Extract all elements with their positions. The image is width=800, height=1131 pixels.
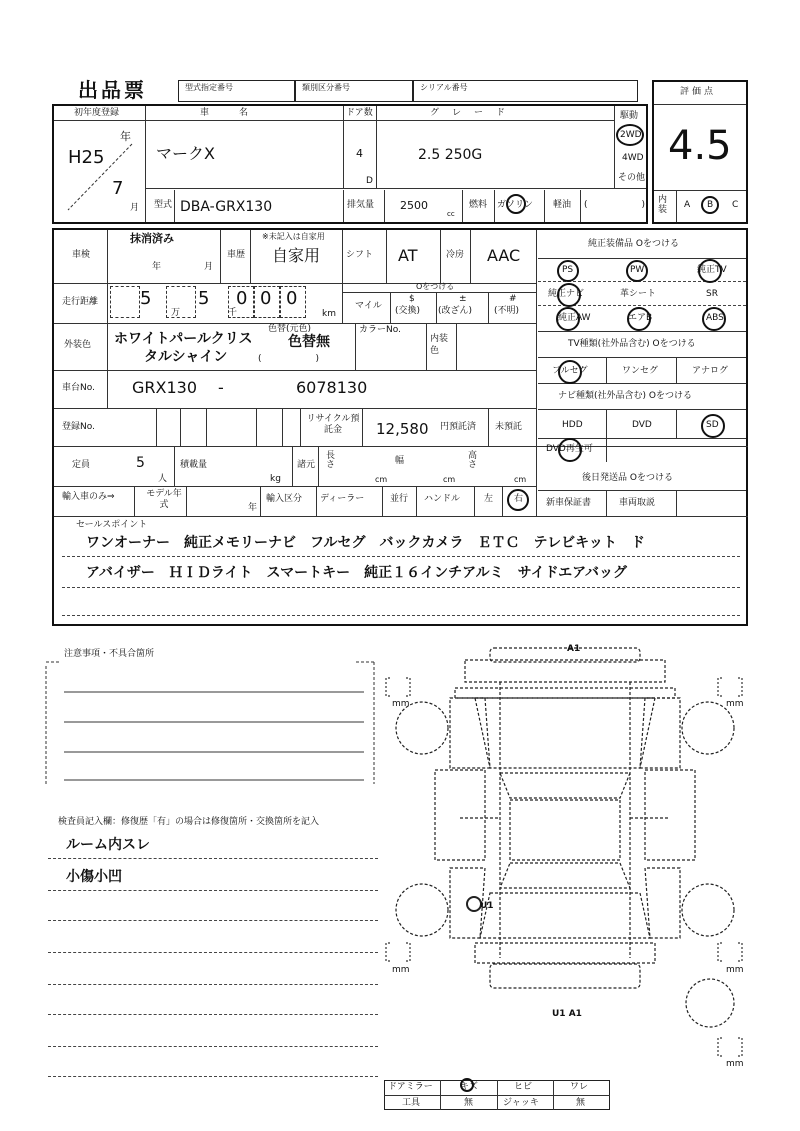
mirror-value-circle [460,1078,474,1092]
diagram-rear-label: U1 A1 [552,1009,582,1019]
genmoto-label: 諸元 [297,460,316,470]
fuel-paren: ( ) [584,200,646,210]
chassis-model[interactable]: GRX130 [132,378,198,397]
recycle-unpaid[interactable]: 未預託 [495,422,523,432]
rating-score[interactable]: 4.5 [668,123,732,169]
handle-right[interactable]: 右 [514,494,524,504]
tv-fullseg[interactable]: フルセグ [552,366,588,376]
navi-hdd[interactable]: HDD [562,420,583,430]
doors-value[interactable]: 4 [356,147,363,160]
car-name[interactable]: マークX [156,144,215,163]
import-category-label: 輸入区分 [266,494,303,504]
equipment-title: 純正装備品 Oをつける [588,239,679,249]
drive-2wd[interactable]: 2WD [620,130,642,140]
height-cm: cm [514,475,527,484]
capacity-value[interactable]: 5 [136,455,145,471]
mm-rear-left: mm [392,965,410,975]
recycle-paid[interactable]: 円預託済 [440,422,477,432]
mileage-hash: # [509,294,517,304]
rating-label: 評価点 [680,87,717,97]
shift-value[interactable]: AT [398,246,418,265]
navi-dvd[interactable]: DVD [632,420,652,430]
shaken-label: 車検 [72,250,91,260]
mileage-digit-2[interactable]: 5 [198,288,210,309]
import-parallel[interactable]: 並行 [390,494,409,504]
length-cm: cm [375,475,388,484]
equip-leather[interactable]: 革シート [620,289,657,299]
inspector-line-2[interactable]: 小傷小凹 [66,869,122,885]
diagram-front-label: A1 [567,644,581,654]
mm-front-right: mm [726,699,744,709]
navi-dvd-play[interactable]: DVD再生可 [546,444,593,454]
tv-analog[interactable]: アナログ [692,366,729,376]
equip-navi-circle [557,283,581,307]
chassis-label: 車台No. [62,383,95,393]
equip-tv[interactable]: 純正TV [697,265,727,275]
mileage-unknown[interactable]: (不明) [494,306,520,316]
sales-line-1[interactable]: ワンオーナー 純正メモリーナビ フルセグ バックカメラ ＥＴＣ テレビキット ド [86,535,645,551]
capacity-unit: 人 [158,474,168,484]
shaken-year-unit: 年 [152,262,162,272]
mm-spare: mm [726,1059,744,1069]
grade-label: グ レ ー ド [430,108,508,118]
color-change-label: 色替(元色) [268,324,312,334]
sales-label: セールスポイント [76,520,148,530]
mileage-x: ± [459,294,467,304]
equip-ps[interactable]: PS [562,265,574,275]
inspector-label: 検査員記入欄：修復歴「有」の場合は修復箇所・交換箇所を記入 [58,817,320,827]
history-value[interactable]: 自家用 [272,246,321,265]
jack-label: ジャッキ [503,1098,539,1108]
handle-label: ハンドル [424,494,461,504]
km-unit: km [322,309,336,319]
model-no-box[interactable] [178,80,295,102]
delivery-title: 後日発送品 Oをつける [582,473,673,483]
color-change-value[interactable]: 色替無 [288,334,330,350]
capacity-label: 定員 [72,460,91,470]
grade-value[interactable]: 2.5 250G [418,147,483,163]
width-cm: cm [443,475,456,484]
notes-label: 注意事項・不具合箇所 [64,649,155,659]
import-dealer[interactable]: ディーラー [320,494,365,504]
width-label: 幅 [395,456,405,466]
cc-unit: cc [447,210,455,218]
shaken-value[interactable]: 抹消済み [130,232,174,245]
history-note: ※未記入は自家用 [262,232,325,241]
year-unit: 年 [120,130,131,143]
category-no-label: 類別区分番号 [302,83,350,92]
first-reg-era: H25 [68,147,105,168]
mm-front-left: mm [392,699,410,709]
grade-a[interactable]: A [684,200,691,210]
mileage-mile[interactable]: マイル [355,301,382,311]
chip-label[interactable]: ヒビ [514,1082,533,1092]
fuel-label: 燃料 [469,200,488,210]
door-mirror-label: ドアミラー [388,1082,433,1092]
doors-label: ドア数 [346,108,373,118]
model-type-label: 型式 [154,200,173,210]
tv-fullseg-circle [558,360,582,384]
interior-label: 内装 [658,195,668,215]
recycle-value[interactable]: 12,580 [376,420,429,438]
tools-value[interactable]: 無 [464,1098,474,1108]
color-change-paren: ( ) [258,354,320,364]
equip-pw[interactable]: PW [630,265,645,275]
jack-value[interactable]: 無 [576,1098,586,1108]
navi-sd[interactable]: SD [706,420,719,430]
serial-no-box[interactable] [413,80,638,102]
category-no-box[interactable] [295,80,413,102]
mileage-digit-3[interactable]: 0 [236,288,248,309]
mileage-man-unit: 万 [171,308,181,318]
tv-title: TV種類(社外品含む) Oをつける [568,339,696,349]
import-label: 輸入車のみ⇒ [62,492,115,502]
first-reg-label: 初年度登録 [74,108,120,118]
mileage-sen-unit: 千 [228,308,238,318]
mm-rear-right: mm [726,965,744,975]
load-label: 積載量 [180,460,208,470]
inspector-line-1[interactable]: ルーム内スレ [66,837,150,853]
equip-ps-circle [557,260,579,282]
model-no-label: 型式指定番号 [185,83,233,92]
drive-other[interactable]: その他 [618,173,646,183]
equip-aw[interactable]: 純正AW [558,313,591,323]
serial-no-label: シリアル番号 [420,83,468,92]
mileage-digit-5[interactable]: 0 [286,288,298,309]
sheet-title: 出品票 [78,78,147,102]
grade-b-circle [701,196,719,214]
equip-sr[interactable]: SR [706,289,718,299]
mileage-dollar: $ [409,294,415,304]
displacement-value[interactable]: 2500 [400,199,428,212]
recycle-label: リサイクル預託金 [306,414,360,435]
height-label: 高さ [468,451,478,470]
chassis-number[interactable]: 6078130 [296,378,368,397]
ac-label: 冷房 [446,250,465,260]
navi-sd-circle [701,414,725,438]
equip-airbag-circle [627,307,651,331]
mileage-altered[interactable]: (改ざん) [438,306,473,316]
equip-navi[interactable]: 純正ナビ [548,289,585,299]
crack-label[interactable]: ワレ [570,1082,589,1092]
diagram-side-label: U1 [480,901,494,911]
color-value-2[interactable]: タルシャイン [144,349,228,365]
tv-oneseg[interactable]: ワンセグ [622,366,659,376]
shift-label: シフト [346,250,374,260]
mileage-digit-4[interactable]: 0 [260,288,272,309]
handle-right-circle [507,489,529,511]
history-label: 車歴 [227,250,246,260]
equip-tv-circle [698,259,722,283]
mileage-circle-note: Oをつける [416,282,455,291]
color-label: 外装色 [64,340,92,350]
equip-aw-circle [556,307,580,331]
mileage-digit-1[interactable]: 5 [140,288,152,309]
fuel-gasoline-circle [506,194,526,214]
handle-left[interactable]: 左 [484,494,494,504]
drive-label: 駆動 [620,111,639,121]
equip-abs[interactable]: ABS [706,313,724,323]
notes-box[interactable] [44,656,384,788]
first-reg-month: 7 [112,178,124,199]
model-year-unit: 年 [248,503,258,513]
grade-b[interactable]: B [707,200,714,210]
equip-airbag[interactable]: エアB [628,313,653,323]
chassis-dash: - [218,378,224,397]
month-unit: 月 [130,203,140,213]
model-year-label: モデル年式 [146,489,182,510]
equip-pw-circle [626,260,648,282]
model-type-value[interactable]: DBA-GRX130 [180,199,273,215]
sales-line-2[interactable]: アバイザー ＨＩＤライト スマートキー 純正１６インチアルミ サイドエアバッグ [86,565,627,581]
registration-label: 登録No. [62,422,95,432]
length-label: 長さ [326,451,336,470]
color-no-label: カラーNo. [359,325,401,335]
delivery-warranty[interactable]: 新車保証書 [546,498,592,508]
equip-abs-circle [702,307,726,331]
delivery-manual[interactable]: 車両取説 [619,498,656,508]
displacement-label: 排気量 [347,200,375,210]
mileage-label: 走行距離 [62,297,99,307]
fuel-gasoline[interactable]: ガソリン [497,200,534,210]
tools-label: 工具 [402,1098,421,1108]
shaken-month-unit: 月 [204,262,214,272]
navi-title: ナビ種類(社外品含む) Oをつける [558,391,692,401]
mileage-exchange[interactable]: (交換) [395,306,421,316]
ac-value[interactable]: AAC [487,246,521,265]
interior-color-label: 内装色 [430,334,449,356]
color-value-1[interactable]: ホワイトパールクリス [114,331,253,347]
door-suffix: D [366,176,373,186]
load-kg: kg [270,474,281,484]
drive-4wd[interactable]: 4WD [622,153,644,163]
fuel-diesel[interactable]: 軽油 [553,200,572,210]
car-name-label: 車 名 [200,108,253,118]
drive-2wd-circle [616,124,644,146]
grade-c[interactable]: C [732,200,739,210]
navi-dvd-play-circle [558,438,582,462]
mirror-value[interactable]: キズ [460,1082,478,1092]
